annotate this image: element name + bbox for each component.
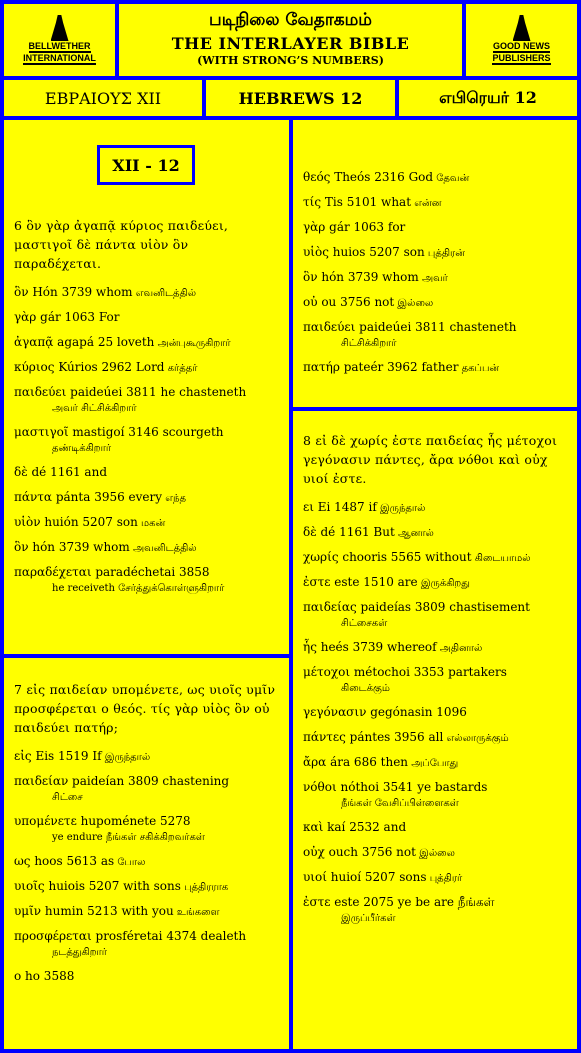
word-gloss: γὰρ gár 1063 for: [303, 220, 406, 234]
word-gloss: ὃν Hón 3739 whom: [14, 285, 133, 299]
word-gloss: ὃν hón 3739 whom: [303, 270, 419, 284]
book-tamil: எபிரெயர் 12: [399, 80, 577, 116]
word-gloss: παιδεύει paideúei 3811 he chasteneth: [14, 385, 247, 399]
word-indent-line: சிட்சைகள்: [341, 618, 388, 629]
word-entry: [14, 749, 279, 765]
verse6-greek: 6 ὃν γὰρ ἀγαπᾷ κύριος παιδεύει, μαστιγοῖ δὲ πάντα υἱὸν ὃν παραδέχεται.: [14, 218, 229, 271]
word-entry: [303, 705, 567, 721]
word-entry: [303, 270, 567, 286]
word-entry: [303, 170, 567, 186]
word-gloss: πάντες pántes 3956 all: [303, 730, 444, 744]
word-gloss: γὰρ gár 1063 For: [14, 310, 120, 324]
word-entry: [14, 310, 279, 326]
word-gloss: ἐστε este 1510 are: [303, 575, 418, 589]
word-entry: [303, 665, 567, 696]
verse7-cont-panel: [293, 120, 577, 407]
word-entry: [303, 600, 567, 631]
word-tamil: உங்களை: [173, 907, 220, 918]
word-gloss: προσφέρεται prosféretai 4374 dealeth: [14, 929, 247, 943]
goodnews-logo: [466, 4, 577, 76]
verse8-greek: 8 εἰ δὲ χωρίς ἐστε παιδείας ἧς μέτοχοι γεγόνασιν πάντες, ἄρα νόθοι καὶ οὐχ υιοί ἐστε.: [303, 433, 558, 486]
word-tamil: மகன்: [137, 518, 166, 529]
word-gloss: υιοῖς huiois 5207 with sons: [14, 879, 181, 893]
word-entry: [14, 385, 279, 416]
word-gloss: καὶ kaí 2532 and: [303, 820, 407, 834]
word-gloss: χωρίς chooris 5565 without: [303, 550, 472, 564]
verse8-panel: [293, 411, 577, 1049]
goodnews-logo-line2: PUBLISHERS: [492, 53, 551, 63]
word-entry: [14, 540, 279, 556]
word-indent-line: நடத்துகிறார்: [52, 947, 108, 958]
word-entry: [14, 490, 279, 506]
word-indent-line: சிட்சிக்கிறார்: [341, 338, 397, 349]
book-greek: ΕΒΡΑΙΟΥΣ XII: [4, 80, 202, 116]
word-gloss: παιδεύει paideúei 3811 chasteneth: [303, 320, 517, 334]
word-gloss: ει Ei 1487 if: [303, 500, 377, 514]
word-gloss: υπομένετε hupoménete 5278: [14, 814, 191, 828]
word-indent-line: இருப்பீர்கள்: [341, 913, 396, 924]
word-tamil: புத்திரன்: [424, 248, 465, 259]
verse6-panel: [4, 120, 289, 654]
word-tamil: இல்லை: [415, 848, 455, 859]
word-tamil: எவனிடத்தில்: [132, 288, 197, 299]
word-tamil: கர்த்தர்: [164, 363, 198, 374]
word-entry: [14, 969, 279, 985]
word-tamil: தேவன்: [433, 173, 470, 184]
word-indent-line: கிடைக்கும்: [341, 683, 390, 694]
word-gloss: υιοί huioí 5207 sons: [303, 870, 427, 884]
word-tamil: எல்லாருக்கும்: [443, 733, 509, 744]
word-entry: [303, 845, 567, 861]
word-tamil: அன்புகூருகிறார்: [154, 338, 231, 349]
word-entry: [14, 565, 279, 596]
bellwether-logo: [4, 4, 115, 76]
word-tamil: இல்லை: [394, 298, 434, 309]
goodnews-figure-icon: [513, 15, 531, 41]
word-entry: [303, 755, 567, 771]
word-indent-line: சிட்சை: [52, 792, 83, 803]
word-entry: [14, 929, 279, 960]
word-indent-line: தண்டிக்கிறார்: [52, 443, 112, 454]
word-entry: [14, 904, 279, 920]
word-gloss: ἀγαπᾷ agapá 25 loveth: [14, 335, 155, 349]
word-entry: [14, 285, 279, 301]
word-entry: [303, 245, 567, 261]
verse7-panel: [4, 658, 289, 1049]
word-gloss: ἐστε este 2075 ye be are நீங்கள்: [303, 895, 495, 909]
word-tamil: போல: [114, 857, 146, 868]
word-entry: [303, 500, 567, 516]
word-gloss: εἰς Eis 1519 If: [14, 749, 102, 763]
word-entry: [14, 360, 279, 376]
verse7-greek: 7 εἰς παιδείαν υπομένετε, ως υιοῖς υμῖν προσφέρεται ο θεός. τίς γὰρ υἱὸς ὃν οὐ παιδεύει πατήρ;: [14, 682, 276, 735]
word-entry: [303, 730, 567, 746]
word-entry: [303, 870, 567, 886]
word-entry: [14, 515, 279, 531]
word-tamil: ஆனால்: [394, 528, 434, 539]
word-gloss: παιδείας paideías 3809 chastisement: [303, 600, 530, 614]
word-gloss: υἱὸν huión 5207 son: [14, 515, 138, 529]
word-gloss: μέτοχοι métochoi 3353 partakers: [303, 665, 507, 679]
word-entry: [303, 220, 567, 236]
word-entry: [303, 320, 567, 351]
word-entry: [303, 525, 567, 541]
word-tamil: எந்த: [162, 493, 186, 504]
word-tamil: புத்திரர்: [426, 873, 463, 884]
page-title-block: [119, 4, 462, 76]
word-tamil: இருந்தால்: [101, 752, 151, 763]
word-gloss: νόθοι nóthoi 3541 ye bastards: [303, 780, 488, 794]
word-indent-line: he receiveth சேர்த்துக்கொள்ளுகிறார்: [52, 583, 225, 594]
word-gloss: παραδέχεται paradéchetai 3858: [14, 565, 210, 579]
bellwether-figure-icon: [51, 15, 69, 41]
word-tamil: புத்திரராக: [180, 882, 229, 893]
word-entry: [303, 575, 567, 591]
word-tamil: அதினால்: [436, 643, 483, 654]
word-entry: [303, 195, 567, 211]
word-indent-line: ye endure நீங்கள் சகிக்கிறவர்கள்: [52, 832, 205, 843]
word-gloss: ἧς heés 3739 whereof: [303, 640, 437, 654]
word-gloss: πάντα pánta 3956 every: [14, 490, 163, 504]
bellwether-logo-line2: INTERNATIONAL: [23, 53, 96, 63]
word-tamil: இருக்கிறது: [417, 578, 470, 589]
word-entry: [14, 335, 279, 351]
chapter-label: XII - 12: [97, 145, 195, 185]
word-gloss: κύριος Kúrios 2962 Lord: [14, 360, 165, 374]
word-tamil: தகப்பன்: [458, 363, 500, 374]
word-entry: [303, 895, 567, 926]
word-tamil: அவர்: [418, 273, 448, 284]
word-entry: [303, 780, 567, 811]
word-gloss: παιδείαν paideían 3809 chastening: [14, 774, 230, 788]
word-gloss: πατήρ pateér 3962 father: [303, 360, 459, 374]
word-entry: [303, 640, 567, 656]
word-entry: [14, 774, 279, 805]
title-tamil: படிநிலை வேதாகமம்: [209, 10, 372, 30]
word-tamil: இருந்தால்: [376, 503, 426, 514]
word-gloss: ως hoos 5613 as: [14, 854, 115, 868]
book-english: HEBREWS 12: [206, 80, 395, 116]
word-entry: [14, 879, 279, 895]
word-gloss: υἱὸς huios 5207 son: [303, 245, 425, 259]
word-gloss: δὲ dé 1161 and: [14, 465, 107, 479]
word-indent-line: நீங்கள் வேசிப்பிள்ளைகள்: [341, 798, 459, 809]
word-entry: [303, 360, 567, 376]
word-gloss: οὐχ ouch 3756 not: [303, 845, 416, 859]
word-gloss: γεγόνασιν gegónasin 1096: [303, 705, 467, 719]
word-tamil: என்ன: [411, 198, 442, 209]
word-gloss: υμῖν humin 5213 with you: [14, 904, 174, 918]
word-entry: [303, 550, 567, 566]
word-entry: [303, 295, 567, 311]
word-gloss: ο ho 3588: [14, 969, 75, 983]
word-gloss: δὲ dé 1161 But: [303, 525, 395, 539]
title-english: THE INTERLAYER BIBLE: [171, 34, 410, 53]
word-tamil: அப்போது: [408, 758, 459, 769]
word-tamil: கிடையாமல்: [471, 553, 531, 564]
word-indent-line: அவர் சிட்சிக்கிறார்: [52, 403, 137, 414]
word-gloss: τίς Tis 5101 what: [303, 195, 412, 209]
bellwether-logo-line1: BELLWETHER: [28, 41, 91, 51]
word-entry: [14, 814, 279, 845]
title-subtitle: (WITH STRONG’S NUMBERS): [197, 54, 384, 67]
word-gloss: μαστιγοῖ mastigoí 3146 scourgeth: [14, 425, 224, 439]
word-gloss: ὃν hón 3739 whom: [14, 540, 130, 554]
word-entry: [303, 820, 567, 836]
word-entry: [14, 854, 279, 870]
word-gloss: οὐ ou 3756 not: [303, 295, 395, 309]
word-gloss: ἄρα ára 686 then: [303, 755, 409, 769]
word-gloss: θεός Theós 2316 God: [303, 170, 434, 184]
word-tamil: அவனிடத்தில்: [129, 543, 197, 554]
goodnews-logo-line1: GOOD NEWS: [492, 41, 550, 51]
word-entry: [14, 465, 279, 481]
word-entry: [14, 425, 279, 456]
